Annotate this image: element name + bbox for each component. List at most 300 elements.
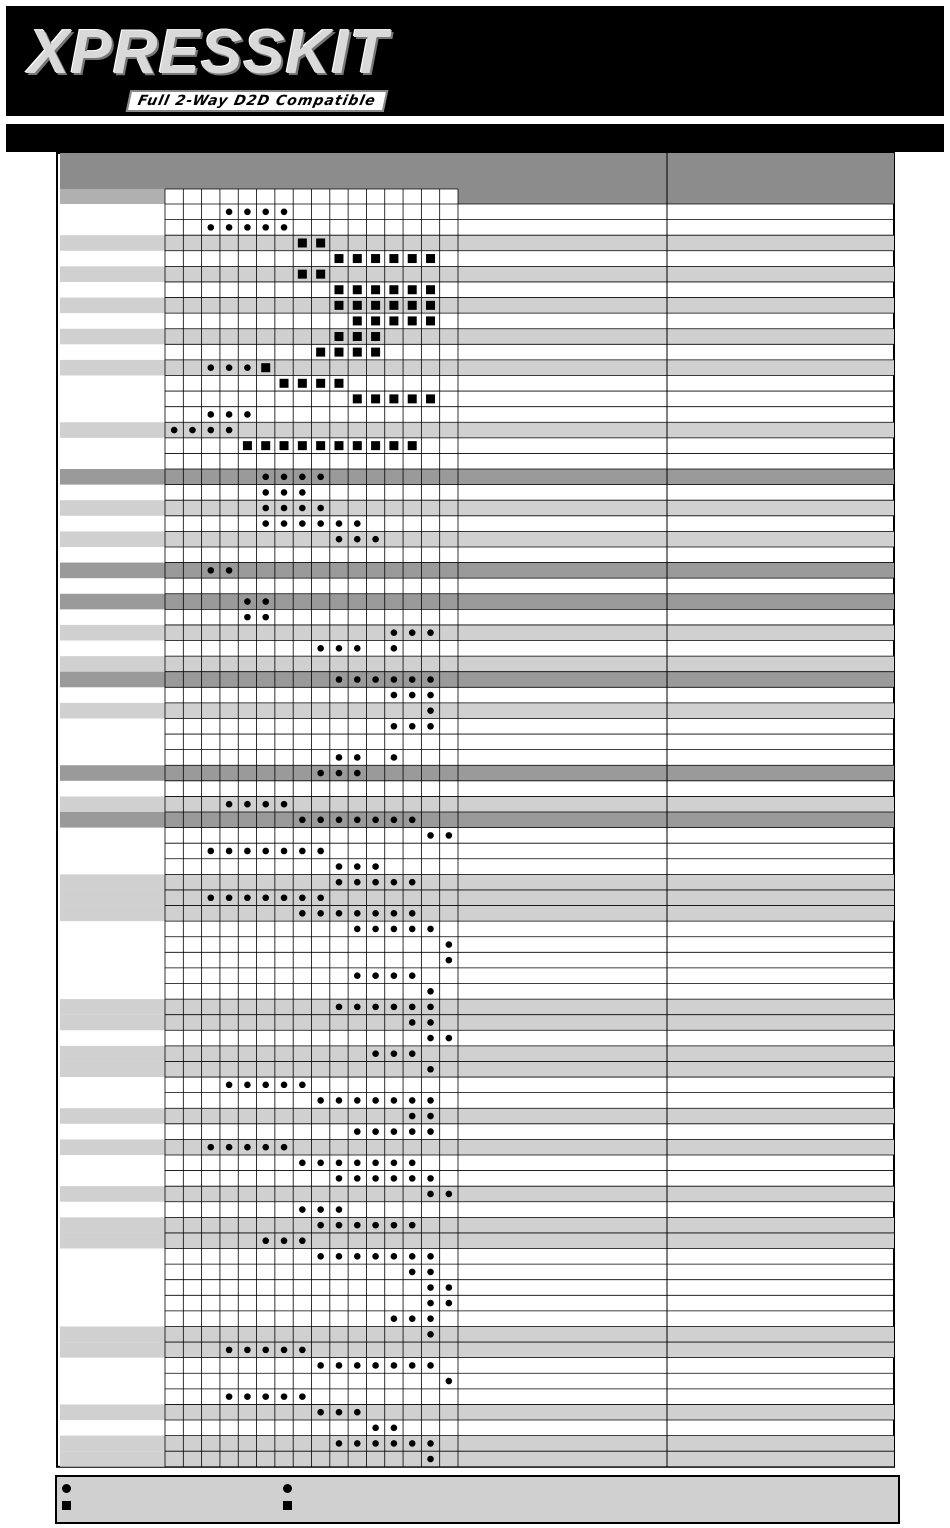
compat-dot-mark [427, 1253, 434, 1260]
compat-dot-mark [354, 817, 361, 824]
table-row-band [60, 812, 894, 828]
compat-square-mark [353, 254, 362, 263]
compat-dot-mark [244, 801, 251, 808]
compat-square-mark [280, 441, 289, 450]
compat-dot-mark [391, 1222, 398, 1229]
compat-square-mark [371, 254, 380, 263]
compat-dot-mark [262, 489, 269, 496]
compat-dot-mark [372, 926, 379, 933]
compat-dot-mark [299, 1347, 306, 1354]
compat-dot-mark [446, 1284, 453, 1291]
compat-dot-mark [299, 910, 306, 917]
compat-dot-mark [336, 1097, 343, 1104]
compat-dot-mark [244, 411, 251, 418]
compat-dot-mark [207, 411, 214, 418]
compat-dot-mark [446, 1191, 453, 1198]
legend-circle-icon [62, 1484, 71, 1493]
compat-dot-mark [207, 848, 214, 855]
compat-dot-mark [427, 1004, 434, 1011]
compat-dot-mark [372, 1128, 379, 1135]
compat-dot-mark [336, 1362, 343, 1369]
compat-dot-mark [281, 505, 288, 512]
compat-dot-mark [391, 1159, 398, 1166]
compat-dot-mark [226, 567, 233, 574]
compat-square-mark [389, 301, 398, 310]
compat-square-mark [298, 441, 307, 450]
compat-square-mark [426, 285, 435, 294]
compat-dot-mark [317, 1222, 324, 1229]
compat-dot-mark [446, 957, 453, 964]
table-row-band [60, 765, 894, 781]
compat-dot-mark [244, 208, 251, 215]
compat-dot-mark [354, 910, 361, 917]
compat-square-mark [389, 441, 398, 450]
compat-dot-mark [317, 894, 324, 901]
compat-dot-mark [336, 910, 343, 917]
compat-dot-mark [281, 224, 288, 231]
compat-dot-mark [354, 1409, 361, 1416]
compat-dot-mark [409, 1159, 416, 1166]
compat-dot-mark [336, 863, 343, 870]
compat-dot-mark [427, 1066, 434, 1073]
compat-dot-mark [262, 894, 269, 901]
compat-square-mark [426, 316, 435, 325]
compat-dot-mark [372, 1175, 379, 1182]
compat-dot-mark [391, 879, 398, 886]
compat-square-mark [371, 348, 380, 357]
table-row-band [60, 703, 894, 719]
compat-dot-mark [281, 1237, 288, 1244]
compat-dot-mark [336, 754, 343, 761]
compat-dot-mark [226, 364, 233, 371]
compat-dot-mark [409, 1097, 416, 1104]
compat-dot-mark [299, 474, 306, 481]
compat-dot-mark [336, 1175, 343, 1182]
compat-dot-mark [244, 1347, 251, 1354]
compat-dot-mark [226, 411, 233, 418]
compat-dot-mark [372, 972, 379, 979]
compat-dot-mark [207, 1144, 214, 1151]
compat-dot-mark [391, 1004, 398, 1011]
table-row-band [60, 1404, 894, 1420]
compat-dot-mark [409, 1315, 416, 1322]
compat-dot-mark [427, 676, 434, 683]
compat-dot-mark [427, 1191, 434, 1198]
compat-dot-mark [391, 1315, 398, 1322]
compat-dot-mark [244, 224, 251, 231]
compat-dot-mark [427, 1300, 434, 1307]
compat-dot-mark [409, 1222, 416, 1229]
compat-dot-mark [409, 1362, 416, 1369]
compat-dot-mark [391, 1253, 398, 1260]
compat-dot-mark [427, 692, 434, 699]
compat-dot-mark [391, 910, 398, 917]
legend-square-icon [283, 1501, 292, 1510]
compat-dot-mark [262, 520, 269, 527]
compat-dot-mark [409, 1269, 416, 1276]
compat-square-mark [408, 316, 417, 325]
compat-dot-mark [262, 598, 269, 605]
compat-dot-mark [244, 614, 251, 621]
compat-dot-mark [409, 1440, 416, 1447]
header-cell-sub [60, 189, 165, 204]
compat-dot-mark [427, 1362, 434, 1369]
compat-dot-mark [226, 801, 233, 808]
compat-square-mark [353, 441, 362, 450]
compat-square-mark [408, 441, 417, 450]
compat-dot-mark [336, 1004, 343, 1011]
compat-dot-mark [226, 224, 233, 231]
compat-dot-mark [391, 676, 398, 683]
compat-dot-mark [317, 1097, 324, 1104]
compat-dot-mark [409, 1019, 416, 1026]
legend-circle-icon [283, 1484, 292, 1493]
compat-dot-mark [427, 1035, 434, 1042]
compat-dot-mark [354, 879, 361, 886]
table-row-band [60, 906, 894, 922]
compat-dot-mark [317, 910, 324, 917]
compat-square-mark [316, 238, 325, 247]
compat-dot-mark [446, 1300, 453, 1307]
compat-dot-mark [281, 520, 288, 527]
compat-dot-mark [262, 1347, 269, 1354]
table-row-band [60, 796, 894, 812]
header-cell-col-b [667, 153, 894, 204]
table-row-band [60, 656, 894, 672]
compat-square-mark [316, 379, 325, 388]
table-row-band [60, 1217, 894, 1233]
compat-dot-mark [446, 832, 453, 839]
compat-dot-mark [317, 1159, 324, 1166]
compat-dot-mark [336, 1159, 343, 1166]
table-row-band [60, 672, 894, 688]
compat-dot-mark [427, 1097, 434, 1104]
compat-dot-mark [299, 489, 306, 496]
compat-dot-mark [281, 489, 288, 496]
compat-dot-mark [372, 1222, 379, 1229]
compat-square-mark [316, 441, 325, 450]
compat-dot-mark [281, 1347, 288, 1354]
compat-dot-mark [299, 1237, 306, 1244]
compat-dot-mark [372, 863, 379, 870]
compat-dot-mark [427, 988, 434, 995]
compat-dot-mark [299, 848, 306, 855]
compat-dot-mark [372, 879, 379, 886]
compat-dot-mark [336, 520, 343, 527]
compat-square-mark [334, 348, 343, 357]
compat-dot-mark [391, 723, 398, 730]
compat-dot-mark [354, 1159, 361, 1166]
compat-dot-mark [262, 224, 269, 231]
compat-square-mark [371, 441, 380, 450]
compat-square-mark [298, 379, 307, 388]
compat-square-mark [426, 301, 435, 310]
compat-dot-mark [372, 817, 379, 824]
compat-dot-mark [354, 1128, 361, 1135]
table-row-band [60, 500, 894, 516]
compat-dot-mark [336, 645, 343, 652]
compat-dot-mark [226, 894, 233, 901]
compat-dot-mark [207, 224, 214, 231]
compat-dot-mark [299, 520, 306, 527]
compat-square-mark [334, 301, 343, 310]
table-row-band [60, 563, 894, 579]
compat-square-mark [334, 379, 343, 388]
compat-dot-mark [409, 1113, 416, 1120]
compat-dot-mark [226, 427, 233, 434]
table-row-band [60, 1015, 894, 1031]
compat-dot-mark [391, 1175, 398, 1182]
compat-dot-mark [409, 1050, 416, 1057]
compat-dot-mark [372, 910, 379, 917]
compat-dot-mark [427, 1128, 434, 1135]
table-row-band [60, 874, 894, 890]
compat-dot-mark [226, 1347, 233, 1354]
table-row-band [60, 329, 894, 345]
compat-dot-mark [372, 1050, 379, 1057]
compat-square-mark [408, 254, 417, 263]
compat-dot-mark [226, 1144, 233, 1151]
compat-dot-mark [317, 1362, 324, 1369]
compat-square-mark [261, 363, 270, 372]
compat-dot-mark [317, 1253, 324, 1260]
compat-dot-mark [354, 676, 361, 683]
table-row-band [60, 890, 894, 906]
compat-dot-mark [207, 894, 214, 901]
compat-square-mark [334, 441, 343, 450]
compat-dot-mark [262, 474, 269, 481]
compat-dot-mark [391, 817, 398, 824]
compat-dot-mark [299, 1159, 306, 1166]
compat-dot-mark [317, 645, 324, 652]
compat-square-mark [353, 285, 362, 294]
compat-dot-mark [244, 1144, 251, 1151]
compat-dot-mark [372, 1362, 379, 1369]
legend-square-icon [62, 1501, 71, 1510]
compat-square-mark [408, 285, 417, 294]
compat-dot-mark [336, 1206, 343, 1213]
compat-dot-mark [262, 614, 269, 621]
compat-dot-mark [336, 770, 343, 777]
compat-square-mark [389, 285, 398, 294]
compat-dot-mark [372, 676, 379, 683]
compat-dot-mark [354, 1253, 361, 1260]
compat-square-mark [353, 348, 362, 357]
compat-square-mark [371, 285, 380, 294]
compat-dot-mark [391, 692, 398, 699]
table-row-band [60, 360, 894, 376]
compat-dot-mark [317, 1409, 324, 1416]
compat-square-mark [408, 301, 417, 310]
compat-dot-mark [354, 754, 361, 761]
compat-square-mark [371, 316, 380, 325]
compat-square-mark [389, 316, 398, 325]
compat-square-mark [334, 285, 343, 294]
compat-dot-mark [244, 848, 251, 855]
compat-dot-mark [336, 1222, 343, 1229]
compat-dot-mark [244, 1082, 251, 1089]
compat-dot-mark [354, 1222, 361, 1229]
compat-dot-mark [336, 817, 343, 824]
compat-dot-mark [226, 208, 233, 215]
compat-dot-mark [409, 817, 416, 824]
compat-dot-mark [336, 1440, 343, 1447]
compat-dot-mark [372, 536, 379, 543]
compat-square-mark [353, 332, 362, 341]
table-row-band [60, 1342, 894, 1358]
compat-dot-mark [427, 723, 434, 730]
compat-dot-mark [317, 848, 324, 855]
compat-dot-mark [427, 1315, 434, 1322]
compat-dot-mark [391, 754, 398, 761]
compat-dot-mark [427, 1175, 434, 1182]
compat-dot-mark [446, 941, 453, 948]
compat-dot-mark [409, 1253, 416, 1260]
compat-square-mark [353, 301, 362, 310]
table-row-band [60, 469, 894, 485]
compat-dot-mark [262, 801, 269, 808]
compat-dot-mark [317, 474, 324, 481]
compat-dot-mark [409, 723, 416, 730]
compat-dot-mark [427, 1113, 434, 1120]
legend [55, 1475, 900, 1524]
compat-dot-mark [317, 520, 324, 527]
table-row-band [60, 1108, 894, 1124]
compat-dot-mark [262, 1393, 269, 1400]
table-row-band [60, 266, 894, 282]
compat-dot-mark [354, 1097, 361, 1104]
compat-dot-mark [391, 1425, 398, 1432]
compat-dot-mark [391, 1050, 398, 1057]
compat-dot-mark [281, 1393, 288, 1400]
compat-dot-mark [427, 629, 434, 636]
compat-dot-mark [427, 1269, 434, 1276]
compat-dot-mark [244, 894, 251, 901]
compat-dot-mark [409, 1175, 416, 1182]
compat-dot-mark [354, 1175, 361, 1182]
table-row-band [60, 594, 894, 610]
compat-dot-mark [427, 1019, 434, 1026]
table-row-band [60, 1326, 894, 1342]
compat-dot-mark [226, 848, 233, 855]
compat-dot-mark [262, 1082, 269, 1089]
brand-tagline: Full 2-Way D2D Compatible [126, 90, 388, 112]
compat-dot-mark [372, 1097, 379, 1104]
compat-dot-mark [354, 770, 361, 777]
compat-dot-mark [317, 1206, 324, 1213]
compat-dot-mark [427, 707, 434, 714]
compat-dot-mark [171, 427, 178, 434]
table-row-band [60, 298, 894, 314]
compat-dot-mark [336, 1253, 343, 1260]
compat-dot-mark [317, 505, 324, 512]
compat-dot-mark [391, 1097, 398, 1104]
compat-dot-mark [391, 629, 398, 636]
compat-dot-mark [262, 505, 269, 512]
compat-dot-mark [372, 1159, 379, 1166]
compat-dot-mark [391, 645, 398, 652]
compat-square-mark [389, 254, 398, 263]
compat-dot-mark [299, 1206, 306, 1213]
compat-dot-mark [244, 1393, 251, 1400]
compat-dot-mark [244, 598, 251, 605]
compat-dot-mark [189, 427, 196, 434]
compat-dot-mark [336, 1409, 343, 1416]
compat-dot-mark [409, 629, 416, 636]
compat-square-mark [316, 348, 325, 357]
compat-dot-mark [391, 926, 398, 933]
compat-dot-mark [372, 1004, 379, 1011]
compat-dot-mark [281, 474, 288, 481]
compat-dot-mark [409, 1004, 416, 1011]
table-row-band [60, 1061, 894, 1077]
compat-square-mark [426, 254, 435, 263]
compat-dot-mark [354, 520, 361, 527]
table-row-band [60, 422, 894, 438]
compat-dot-mark [207, 567, 214, 574]
table-row-band [60, 1139, 894, 1155]
compat-dot-mark [299, 1082, 306, 1089]
compat-dot-mark [391, 972, 398, 979]
compat-square-mark [371, 394, 380, 403]
compat-dot-mark [427, 1456, 434, 1463]
compat-dot-mark [244, 364, 251, 371]
compat-square-mark [280, 379, 289, 388]
table-row-band [60, 531, 894, 547]
compat-dot-mark [446, 1035, 453, 1042]
compat-dot-mark [409, 926, 416, 933]
compat-dot-mark [409, 972, 416, 979]
compat-dot-mark [281, 848, 288, 855]
table-row-band [60, 625, 894, 641]
compat-dot-mark [207, 427, 214, 434]
compat-dot-mark [391, 1128, 398, 1135]
compat-dot-mark [262, 848, 269, 855]
compat-square-mark [316, 270, 325, 279]
compat-dot-mark [409, 676, 416, 683]
compat-dot-mark [317, 770, 324, 777]
compat-dot-mark [281, 1082, 288, 1089]
compat-dot-mark [427, 1284, 434, 1291]
compat-square-mark [298, 238, 307, 247]
table-row-band [60, 235, 894, 251]
compat-dot-mark [446, 1378, 453, 1385]
compat-square-mark [243, 441, 252, 450]
compat-dot-mark [226, 1082, 233, 1089]
compat-dot-mark [299, 894, 306, 901]
compat-dot-mark [409, 692, 416, 699]
compat-square-mark [371, 301, 380, 310]
compat-dot-mark [354, 1004, 361, 1011]
compat-dot-mark [281, 894, 288, 901]
table-row-band [60, 1436, 894, 1452]
compat-square-mark [389, 394, 398, 403]
compat-dot-mark [354, 645, 361, 652]
compat-square-mark [261, 441, 270, 450]
compat-square-mark [371, 332, 380, 341]
table-row-band [60, 1046, 894, 1062]
compat-dot-mark [317, 817, 324, 824]
compat-dot-mark [354, 1362, 361, 1369]
brand-logo: XPRESSKIT [28, 18, 389, 87]
compat-dot-mark [336, 536, 343, 543]
compat-dot-mark [299, 1393, 306, 1400]
compat-dot-mark [299, 817, 306, 824]
compat-dot-mark [354, 972, 361, 979]
compat-square-mark [298, 270, 307, 279]
table-row-band [60, 999, 894, 1015]
header-cell-years [165, 153, 458, 189]
